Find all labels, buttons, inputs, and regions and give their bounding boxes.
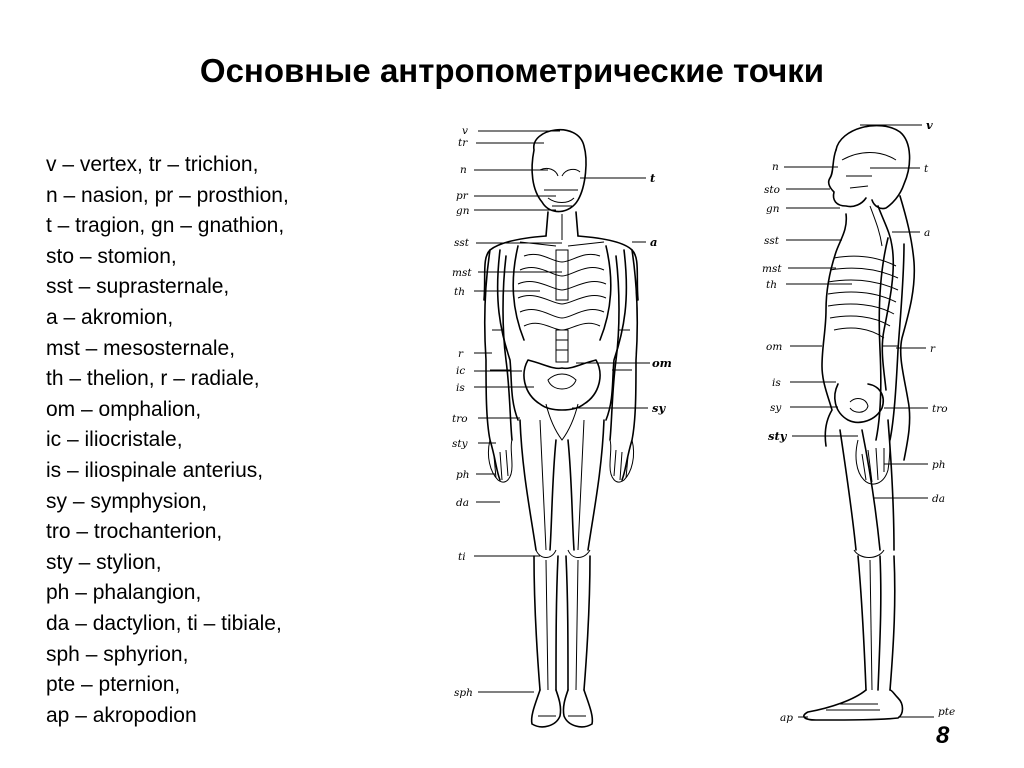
front-label-ti: ti <box>458 551 466 563</box>
front-label-gn: gn <box>456 205 470 217</box>
side-label-sty: sty <box>768 429 787 443</box>
side-point-labels <box>762 118 955 724</box>
side-label-v: v <box>926 118 933 132</box>
side-label-sst: sst <box>764 235 779 247</box>
page-number: 8 <box>936 722 950 749</box>
side-label-pte: pte <box>938 706 956 718</box>
side-label-gn: gn <box>766 203 780 215</box>
front-label-ph: ph <box>456 469 470 481</box>
front-label-sty: sty <box>452 438 468 450</box>
legend-item: ap – akropodion <box>46 703 197 727</box>
legend-item: t – tragion, gn – gnathion, <box>46 214 285 238</box>
front-label-om: om <box>652 356 672 370</box>
front-skeleton-illustration <box>484 130 638 727</box>
legend-item: n – nasion, pr – prosthion, <box>46 183 289 207</box>
front-label-sy: sy <box>652 401 666 415</box>
front-label-th: th <box>454 286 465 298</box>
front-label-ic: ic <box>456 365 466 377</box>
side-pointer-lines <box>784 125 934 717</box>
front-label-tro: tro <box>452 413 468 425</box>
legend-item: v – vertex, tr – trichion, <box>46 153 259 176</box>
side-label-a: a <box>924 227 931 239</box>
front-label-r: r <box>458 348 464 360</box>
legend-item: sph – sphyrion, <box>46 642 189 666</box>
legend-item: ph – phalangion, <box>46 581 202 605</box>
front-label-da: da <box>456 497 469 509</box>
front-label-sph: sph <box>454 687 473 699</box>
side-label-sto: sto <box>764 184 780 196</box>
front-label-mst: mst <box>452 267 472 279</box>
slide-title: Основные антропометрические точки <box>199 52 825 89</box>
side-label-is: is <box>772 377 781 389</box>
side-label-tro: tro <box>932 403 948 415</box>
side-label-mst: mst <box>762 263 782 275</box>
front-label-a: a <box>650 235 658 249</box>
front-label-is: is <box>456 382 465 394</box>
side-label-t: t <box>924 163 929 175</box>
front-label-tr: tr <box>458 137 468 149</box>
side-label-ap: ap <box>780 712 793 724</box>
side-label-om: om <box>766 341 783 353</box>
side-skeleton-illustration <box>804 126 914 720</box>
legend-item: da – dactylion, ti – tibiale, <box>46 611 282 635</box>
side-label-th: th <box>766 279 777 291</box>
side-label-sy: sy <box>770 402 782 414</box>
legend-item: sy – symphysion, <box>46 489 208 513</box>
legend-item: om – omphalion, <box>46 397 202 421</box>
legend-item: tro – trochanterion, <box>46 520 223 544</box>
legend-item: sst – suprasternale, <box>46 275 230 299</box>
side-label-da: da <box>932 493 945 505</box>
front-label-n: n <box>460 164 467 176</box>
legend-item: a – akromion, <box>46 305 174 329</box>
legend-item: sty – stylion, <box>46 550 162 574</box>
legend-item: sto – stomion, <box>46 244 177 268</box>
front-label-v: v <box>462 125 468 137</box>
front-label-pr: pr <box>456 190 468 202</box>
side-label-r: r <box>930 343 936 355</box>
legend-item: mst – mesosternale, <box>46 336 236 360</box>
legend-item: is – iliospinale anterius, <box>46 458 264 482</box>
front-label-sst: sst <box>454 237 469 249</box>
side-label-ph: ph <box>932 459 946 471</box>
legend-item: th – thelion, r – radiale, <box>46 367 260 391</box>
legend-item: ic – iliocristale, <box>46 428 183 452</box>
front-label-t: t <box>650 171 656 185</box>
side-label-n: n <box>772 161 779 173</box>
legend-item: pte – pternion, <box>46 673 181 697</box>
